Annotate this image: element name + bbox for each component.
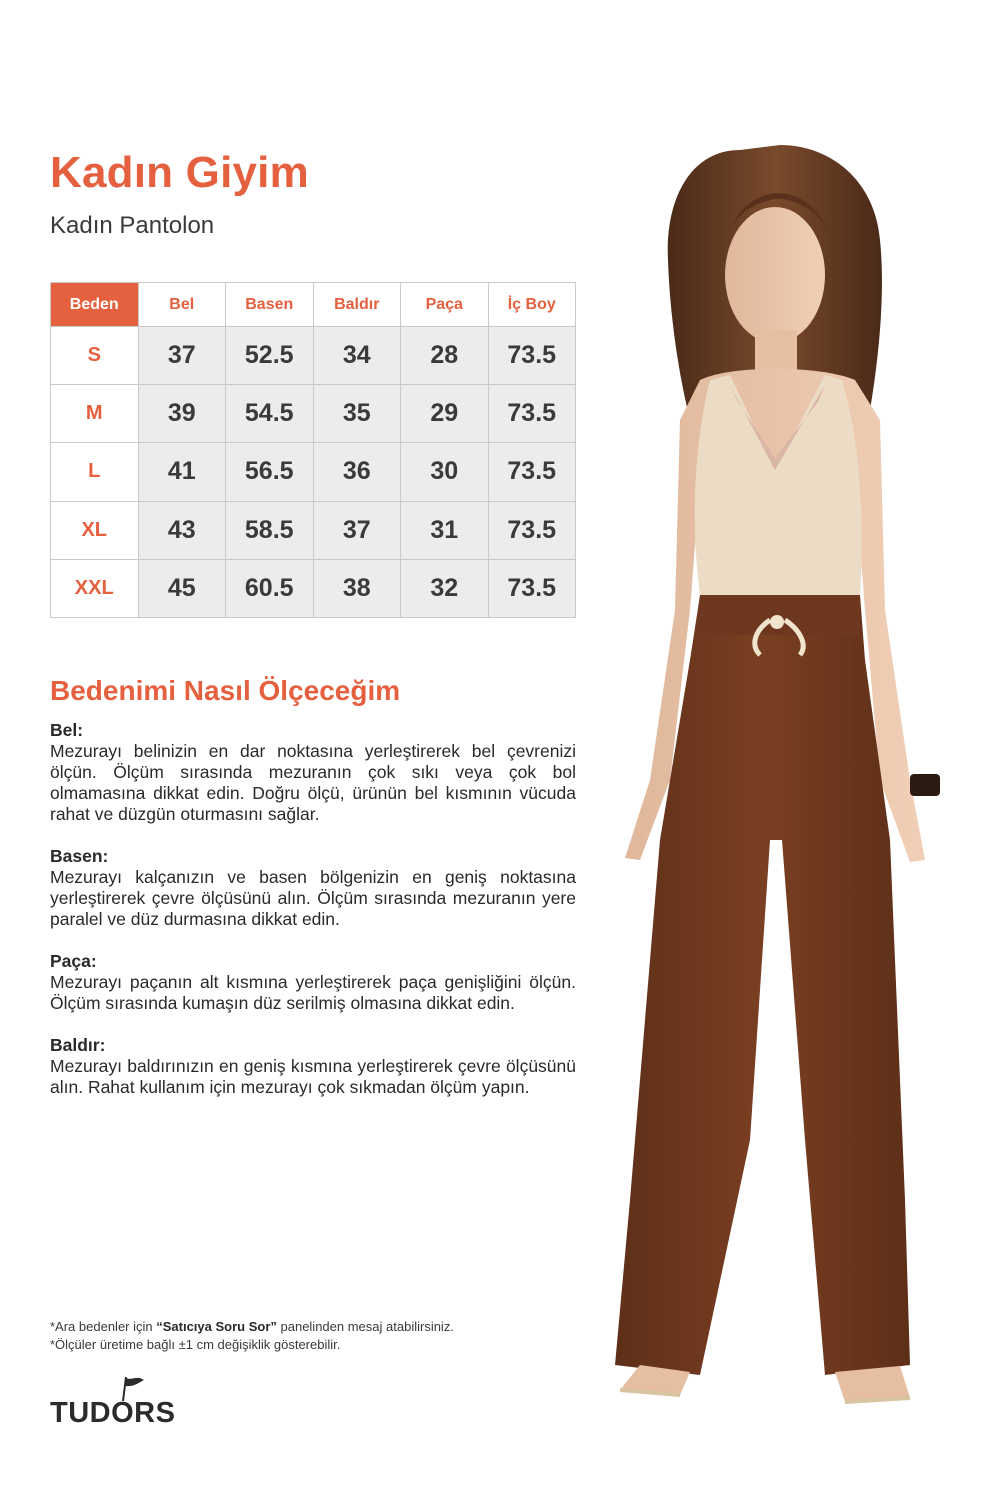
table-row: [51, 559, 576, 617]
table-cell: 52.5: [226, 327, 314, 385]
table-cell: 60.5: [226, 559, 314, 617]
footnote-line-2: *Ölçüler üretime bağlı ±1 cm değişiklik gösterebilir.: [50, 1337, 341, 1352]
footnote-suffix: panelinden mesaj atabilirsiniz.: [276, 1319, 454, 1334]
column-header-beden: Beden: [51, 283, 139, 327]
guide-section-bel: [50, 720, 576, 825]
column-header-paca: Paça: [401, 283, 489, 327]
size-chart-table: [50, 282, 576, 618]
guide-section-baldir: [50, 1035, 576, 1098]
brand-logo: [50, 1375, 190, 1435]
table-cell: 73.5: [488, 385, 576, 443]
footnote-highlight: “Satıcıya Soru Sor”: [156, 1319, 277, 1334]
table-row: [51, 385, 576, 443]
footnote-prefix: *Ara bedenler için: [50, 1319, 157, 1334]
guide-label: Paça:: [50, 951, 97, 971]
table-cell: 73.5: [488, 327, 576, 385]
guide-section-paca: [50, 951, 576, 1014]
table-cell: 36: [313, 443, 401, 501]
brand-name: TUDORS: [50, 1397, 176, 1429]
guide-label: Basen:: [50, 846, 109, 866]
table-cell: 35: [313, 385, 401, 443]
column-header-bel: Bel: [138, 283, 226, 327]
table-cell: 37: [313, 501, 401, 559]
table-cell: 56.5: [226, 443, 314, 501]
table-cell: 39: [138, 385, 226, 443]
table-cell: 41: [138, 443, 226, 501]
measure-guide-title: Bedenimi Nasıl Ölçeceğim: [50, 675, 401, 706]
guide-text: Mezurayı baldırınızın en geniş kısmına yerleştirerek çevre ölçüsünü alın. Rahat kullanım için mezurayı çok sıkmadan ölçüm yapın.: [50, 1056, 576, 1097]
column-header-basen: Basen: [226, 283, 314, 327]
table-cell: 28: [401, 327, 489, 385]
table-cell: 73.5: [488, 559, 576, 617]
table-header-row: [51, 283, 576, 327]
table-cell: 54.5: [226, 385, 314, 443]
table-cell: 37: [138, 327, 226, 385]
guide-text: Mezurayı paçanın alt kısmına yerleştirerek paça genişliğini ölçün. Ölçüm sırasında kumaşın düz serilmiş olmasına dikkat edin.: [50, 972, 576, 1013]
table-cell: 58.5: [226, 501, 314, 559]
table-cell: 32: [401, 559, 489, 617]
table-cell: 34: [313, 327, 401, 385]
size-label: L: [51, 443, 139, 501]
guide-label: Baldır:: [50, 1035, 106, 1055]
table-cell: 45: [138, 559, 226, 617]
table-row: [51, 327, 576, 385]
column-header-baldir: Baldır: [313, 283, 401, 327]
model-photo: [580, 140, 980, 1410]
size-label: XXL: [51, 559, 139, 617]
size-label: S: [51, 327, 139, 385]
table-cell: 30: [401, 443, 489, 501]
table-cell: 43: [138, 501, 226, 559]
table-row: [51, 443, 576, 501]
size-label: M: [51, 385, 139, 443]
table-cell: 29: [401, 385, 489, 443]
size-label: XL: [51, 501, 139, 559]
table-cell: 38: [313, 559, 401, 617]
table-row: [51, 501, 576, 559]
guide-text: Mezurayı belinizin en dar noktasına yerleştirerek bel çevrenizi ölçün. Ölçüm sırasında mezuranın çok sıkı veya çok bol olmamasına dikkat edin. Doğru ölçü, ürünün bel kısmının vücuda rahat ve düzgün oturmasını sağlar.: [50, 741, 576, 824]
table-cell: 73.5: [488, 443, 576, 501]
page-subtitle: Kadın Pantolon: [50, 212, 215, 239]
footnotes: [50, 1318, 454, 1354]
table-cell: 31: [401, 501, 489, 559]
table-cell: 73.5: [488, 501, 576, 559]
measure-guide: [50, 720, 576, 1119]
guide-section-basen: [50, 846, 576, 930]
footnote-line-1: [50, 1318, 454, 1336]
column-header-ic-boy: İç Boy: [488, 283, 576, 327]
guide-label: Bel:: [50, 720, 84, 740]
page-title: Kadın Giyim: [50, 148, 309, 197]
guide-text: Mezurayı kalçanızın ve basen bölgenizin en geniş noktasına yerleştirerek çevre ölçüsünü alın. Ölçüm sırasında mezuranın yere paralel ve düz durmasına dikkat edin.: [50, 867, 576, 929]
